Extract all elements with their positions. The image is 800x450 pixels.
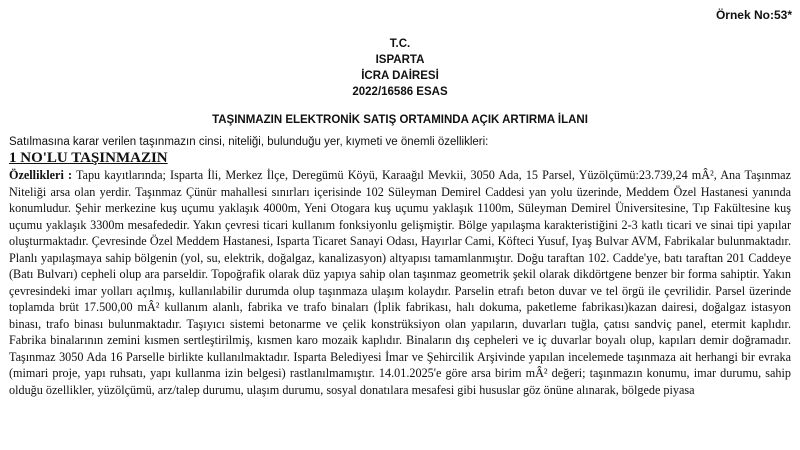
- header-line-case-number: 2022/16586 ESAS: [352, 86, 448, 98]
- court-header: [0, 36, 800, 100]
- sample-number: Örnek No:53*: [715, 8, 792, 22]
- property-features: [9, 167, 791, 398]
- header-line-office: İCRA DAİRESİ: [361, 70, 439, 82]
- intro-text: Satılmasına karar verilen taşınmazın cinsi, niteliği, bulunduğu yer, kıymeti ve önemli özellikleri:: [9, 136, 489, 148]
- features-text: Tapu kayıtlarında; Isparta İli, Merkez İlçe, Deregümü Köyü, Karaağıl Mevkii, 3050 Ada, 15 Parsel, Yüzölçümü:23.739,24 mÂ², Ana Taşınmaz Niteliği arsa olan yerdir. Taşınmaz Çünür mahallesi sınırları içerisinde 102 Süleyman Demirel Caddesi yan yolu üzerinde, Meddem Özel Hastanesi yanında konumludur. Şehir merkezine kuş uçumu yaklaşık 4000m, Yeni Otogara kuş uçumu yaklaşık 1100m, Süleyman Demirel Üniversitesine, Tıp Fakültesine kuş uçumu yaklaşık 3300m mesafededir. Yakın çevresi ticari kullanım fonksiyonlu gelişmiştir. Bölge yapılaşma karakteristiğini 2-3 katlı ticari ve sinai tipi yapılar oluşturmaktadır. Çevresinde Özel Meddem Hastanesi, Isparta Ticaret Sanayi Odası, Hayırlar Cami, Köfteci Yusuf, Iyaş Bulvar AVM, Fabrikalar bulunmaktadır. Planlı yapılaşmaya sahip bölgenin (yol, su, elektrik, doğalgaz, kanalizasyon) altyapısı tamamlanmıştır. Doğu taraftan 102. Cadde'ye, batı taraftan 201 Caddeye (Batı Bulvarı) cepheli olup ara parseldir. Topoğrafik olarak düz yapıya sahip olan taşınmaz geometrik şekil olarak dikdörtgene benzer bir forma sahiptir. Yakın çevresindeki imar yolları açılmış, kullanılabilir durumda olup taşınmaza ulaşım kolaydır. Parselin etrafı beton duvar ve tel örgü ile çevrilidir. Parsel üzerinde toplamda brüt 17.500,00 mÂ² kullanım alanlı, fabrika ve trafo binaları (İplik fabrikası, halı dokuma, paketleme fabrikası)kazan dairesi, doğalgaz istasyon binası, trafo binası bulunmaktadır. Taşıyıcı sistemi betonarme ve çelik konstrüksiyon olan yapıların, duvarları tuğla, çatısı sandviç panel, etermit kaplıdır. Fabrika binalarının zemini kısmen sertleştirilmiş, kısmen karo mozaik kaplıdır. Binaların dış cepheleri ve iç duvarlar boyalı olup, kapıları demir doğramadır. Taşınmaz 3050 Ada 16 Parselle birlikte kullanılmaktadır. Isparta Belediyesi İmar ve Şehircilik Arşivinde yapılan incelemede taşınmaza ait herhangi bir evraka (mimari proje, yapı ruhsatı, yapı kullanma izin belgesi) rastlanılmamıştır. 14.01.2025'e göre arsa birim mÂ² değeri; taşınmazın konumu, imar durumu, sahip olduğu özellikler, yüzölçümü, arz/talep durumu, ulaşım durumu, sosyal donatılara mesafesi gibi hususlar göz önüne alınarak, bölgede piyasa: [9, 168, 791, 397]
- header-line-city: ISPARTA: [375, 54, 425, 66]
- section-title: 1 NO'LU TAŞINMAZIN: [9, 150, 168, 166]
- header-line-tc: T.C.: [389, 38, 411, 50]
- features-label: Özellikleri :: [9, 168, 73, 182]
- notice-title: TAŞINMAZIN ELEKTRONİK SATIŞ ORTAMINDA AÇIK ARTIRMA İLANI: [212, 114, 588, 126]
